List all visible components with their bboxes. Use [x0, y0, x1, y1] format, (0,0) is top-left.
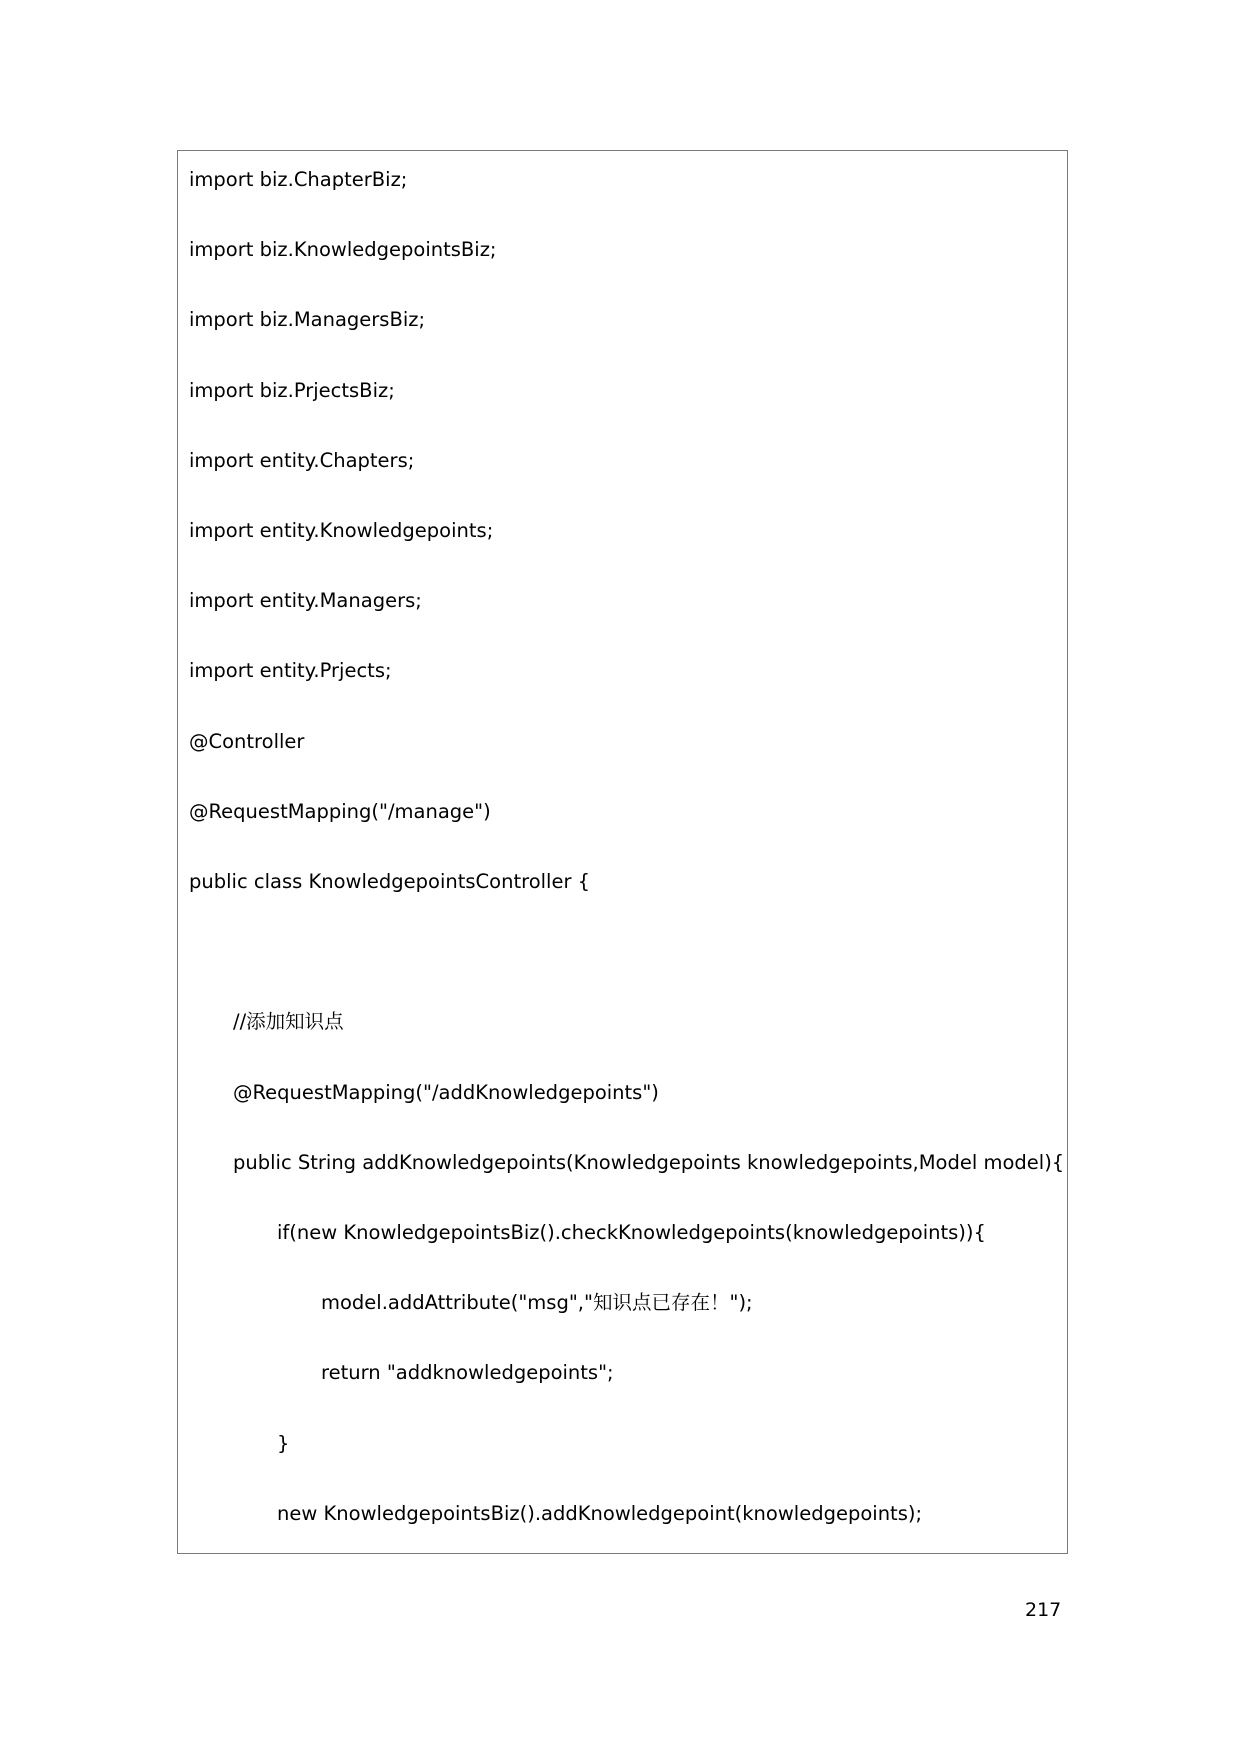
code-line: new KnowledgepointsBiz().addKnowledgepoint(knowledgepoints);: [277, 1501, 923, 1525]
code-line: import entity.Managers;: [189, 589, 422, 613]
code-line: return "addknowledgepoints";: [321, 1361, 614, 1385]
code-line: //添加知识点: [233, 1010, 344, 1034]
code-line: import entity.Chapters;: [189, 448, 415, 472]
code-line: }: [277, 1431, 290, 1455]
code-line: public class KnowledgepointsController {: [189, 870, 591, 893]
code-line: if(new KnowledgepointsBiz().checkKnowledgepoints(knowledgepoints)){: [277, 1221, 986, 1244]
code-line: import entity.Knowledgepoints;: [189, 519, 494, 542]
code-line: import biz.KnowledgepointsBiz;: [189, 238, 497, 262]
code-line: model.addAttribute("msg","知识点已存在！");: [321, 1291, 753, 1315]
code-line: public String addKnowledgepoints(Knowledgepoints knowledgepoints,Model model){: [233, 1150, 1065, 1174]
page-number: 217: [1025, 1599, 1062, 1621]
code-line: import biz.PrjectsBiz;: [189, 378, 395, 402]
code-listing-box: [177, 150, 1068, 1554]
code-line: @RequestMapping("/addKnowledgepoints"): [233, 1080, 659, 1104]
code-line: import biz.ChapterBiz;: [189, 168, 408, 191]
code-line: @RequestMapping("/manage"): [189, 799, 491, 823]
code-line: import biz.ManagersBiz;: [189, 308, 426, 332]
code-line: import entity.Prjects;: [189, 659, 392, 683]
code-line: @Controller: [189, 729, 305, 753]
